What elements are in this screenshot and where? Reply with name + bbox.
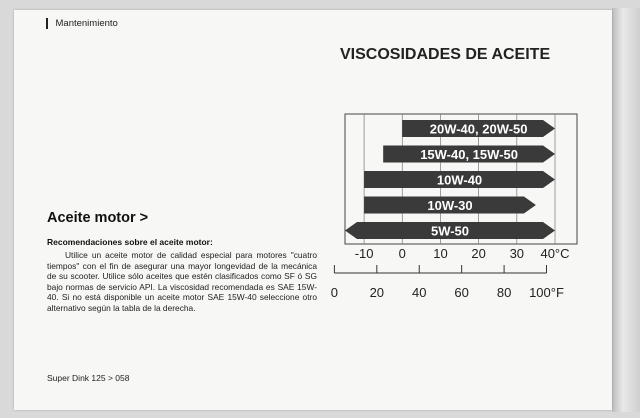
fahrenheit-tick-label-0: 0 — [330, 285, 339, 300]
celsius-tick-label-4: 30 — [509, 246, 525, 261]
fahrenheit-tick-label-2: 40 — [412, 285, 427, 300]
celsius-tick-label-0: -10 — [354, 246, 374, 261]
viscosity-bar-label-0: 20W-40, 20W-50 — [429, 121, 528, 137]
section-title: Aceite motor > — [47, 210, 149, 226]
fahrenheit-tick-label-4: 80 — [496, 285, 512, 300]
viscosity-bar-label-1: 15W-40, 15W-50 — [420, 147, 518, 162]
recommendations-heading: Recomendaciones sobre el aceite motor: — [47, 237, 213, 247]
page-title: VISCOSIDADES DE ACEITE — [340, 46, 551, 63]
viscosity-bar-label-2: 10W-40 — [436, 172, 483, 188]
header-section: Mantenimiento — [55, 18, 118, 29]
recommendations-body: Utilice un aceite motor de calidad especial para motores "cuatro tiempos" con el fin de asegurar una mayor longevidad de la mecánica de su scooter. Utilice sólo aceites que estén clasificados como SF ó SG bajo normas de servicio API. La viscosidad recomendada es SAE 15W-40. Si no está disponible un aceite motor SAE 15W-40 seleccione otro alternativo según la tabla de la derecha. — [47, 250, 317, 313]
page-footer: Super Dink 125 > 058 — [47, 373, 130, 383]
viscosity-bar-label-3: 10W-30 — [427, 198, 473, 213]
celsius-tick-label-3: 20 — [471, 246, 486, 261]
celsius-tick-label-1: 0 — [398, 246, 406, 261]
fahrenheit-tick-label-3: 60 — [454, 285, 469, 300]
viscosity-bar-label-4: 5W-50 — [430, 223, 470, 239]
celsius-tick-label-5: 40°C — [540, 246, 570, 261]
celsius-tick-label-2: 10 — [433, 246, 448, 261]
fahrenheit-tick-label-5: 100°F — [529, 285, 564, 300]
fahrenheit-tick-label-1: 20 — [369, 285, 385, 300]
